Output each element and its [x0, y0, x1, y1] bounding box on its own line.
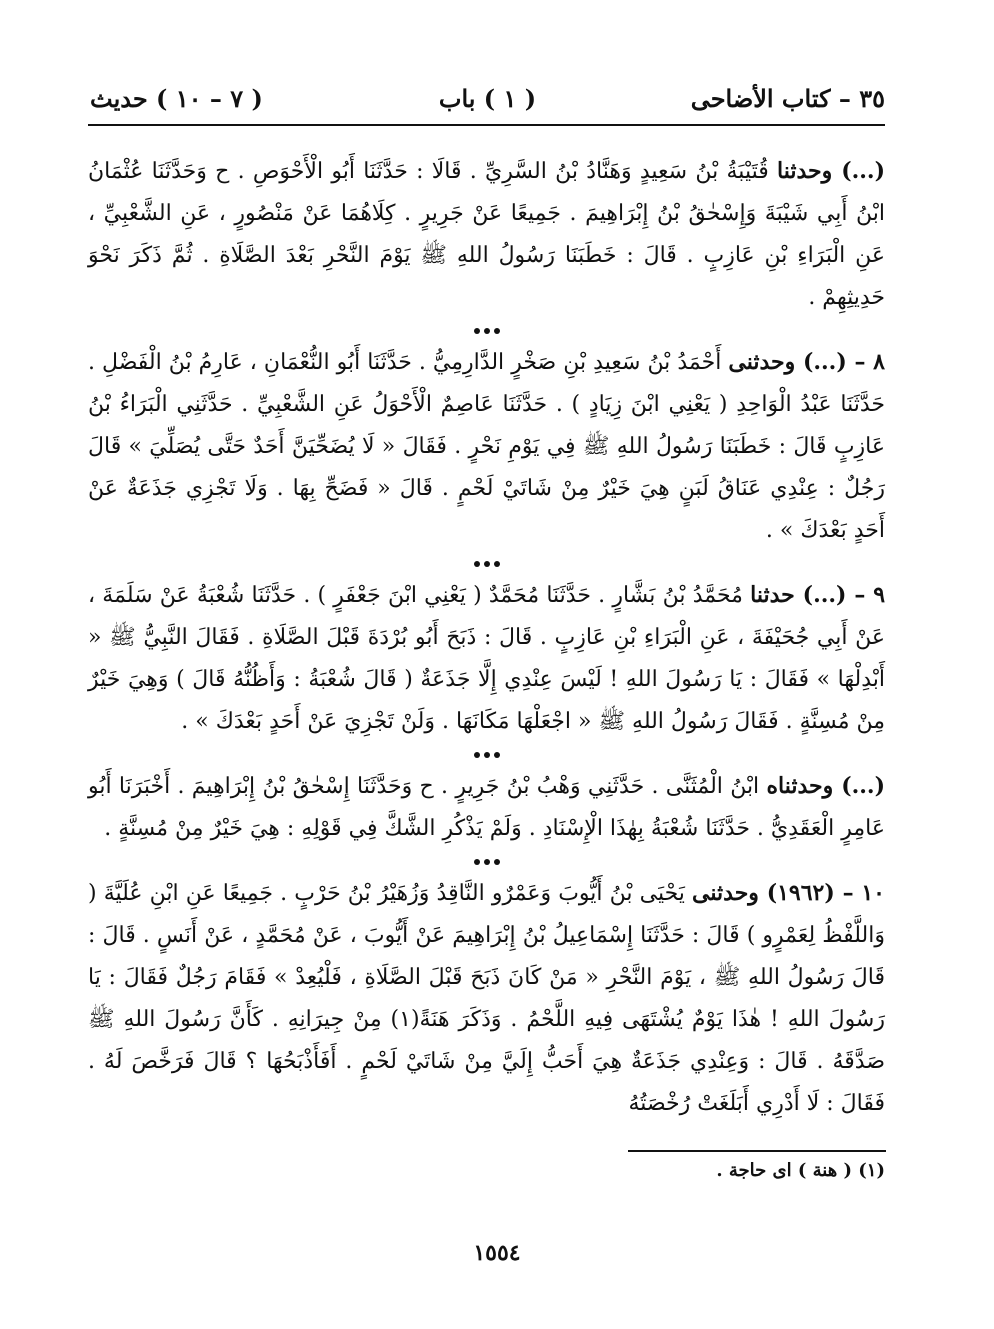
hadith-range: ( ٧ – ١٠ ) حديث — [90, 84, 263, 113]
page-book-title: ٣٥ – كتاب الأضاحى — [690, 84, 885, 113]
body-text — [88, 150, 885, 1125]
section-separator — [88, 854, 885, 868]
hadith-text: أَحْمَدُ بْنُ سَعِيدِ بْنِ صَخْرٍ الدَّارِمِيُّ . حَدَّثَنَا أَبُو النُّعْمَانِ ، عَارِمُ بْنُ الْفَضْلِ . حَدَّثَنَا عَبْدُ الْوَاحِدِ ( يَعْنِي ابْنَ زِيَادٍ ) . حَدَّثَنَا عَاصِمٌ الْأَحْوَلُ عَنِ الشَّعْبِيِّ . حَدَّثَنِي الْبَرَاءُ بْنُ عَازِبٍ قَالَ : خَطَبَنَا رَسُولُ اللهِ ﷺ فِي يَوْمِ نَحْرٍ . فَقَالَ « لَا يُضَحِّيَنَّ أَحَدٌ حَتَّى يُصَلِّيَ » قَالَ رَجُلٌ : عِنْدِي عَنَاقُ لَبَنٍ هِيَ خَيْرٌ مِنْ شَاتَيْ لَحْمٍ . قَالَ « فَضَحِّ بِهَا . وَلَا تَجْزِي جَذَعَةٌ عَنْ أَحَدٍ بَعْدَكَ » . — [88, 350, 885, 543]
hadith-lead: (...) وحدثنا — [777, 158, 885, 184]
header-rule — [88, 124, 885, 126]
chapter-label: ( ١ ) باب — [438, 84, 537, 113]
hadith-paragraph — [88, 341, 885, 552]
hadith-paragraph — [88, 574, 885, 743]
hadith-lead: (...) وحدثناه — [766, 773, 886, 799]
hadith-paragraph — [88, 150, 885, 319]
hadith-lead: ٨ – (...) وحدثنى — [728, 349, 885, 375]
hadith-text: قُتَيْبَةُ بْنُ سَعِيدٍ وَهَنَّادُ بْنُ السَّرِيِّ . قَالَا : حَدَّثَنَا أَبُو الْأَحْوَصِ . ح وَحَدَّثَنَا عُثْمَانُ ابْنُ أَبِي شَيْبَةَ وَإِسْحٰقُ بْنُ إِبْرَاهِيمَ . جَمِيعًا عَنْ جَرِيرٍ . كِلَاهُمَا عَنْ مَنْصُورٍ ، عَنِ الشَّعْبِيِّ ، عَنِ الْبَرَاءِ بْنِ عَازِبٍ . قَالَ : خَطَبَنَا رَسُولُ اللهِ ﷺ يَوْمَ النَّحْرِ بَعْدَ الصَّلَاةِ . ثُمَّ ذَكَرَ نَحْوَ حَدِيثِهِمْ . — [88, 159, 885, 310]
hadith-paragraph — [88, 765, 885, 850]
hadith-text: مُحَمَّدُ بْنُ بَشَّارٍ . حَدَّثَنَا مُحَمَّدٌ ( يَعْنِي ابْنَ جَعْفَرٍ ) . حَدَّثَنَا شُعْبَةُ عَنْ سَلَمَةَ ، عَنْ أَبِي جُحَيْفَةَ ، عَنِ الْبَرَاءِ بْنِ عَازِبٍ . قَالَ : ذَبَحَ أَبُو بُرْدَةَ قَبْلَ الصَّلَاةِ . فَقَالَ النَّبِيُّ ﷺ « أَبْدِلْهَا » فَقَالَ : يَا رَسُولَ اللهِ ! لَيْسَ عِنْدِي إِلَّا جَذَعَةٌ ( قَالَ شُعْبَةُ : وَأَظُنُّهُ قَالَ ) وَهِيَ خَيْرٌ مِنْ مُسِنَّةٍ . فَقَالَ رَسُولُ اللهِ ﷺ « اجْعَلْهَا مَكَانَهَا . وَلَنْ تَجْزِيَ عَنْ أَحَدٍ بَعْدَكَ » . — [88, 583, 885, 734]
hadith-text: ابْنُ الْمُثَنَّى . حَدَّثَنِي وَهْبُ بْنُ جَرِيرٍ . ح وَحَدَّثَنَا إِسْحٰقُ بْنُ إِبْرَاهِيمَ . أَخْبَرَنَا أَبُو عَامِرٍ الْعَقَدِيُّ . حَدَّثَنَا شُعْبَةُ بِهٰذَا الْإِسْنَادِ . وَلَمْ يَذْكُرِ الشَّكَّ فِي قَوْلِهِ : هِيَ خَيْرٌ مِنْ مُسِنَّةٍ . — [88, 774, 885, 841]
footnote-rule — [628, 1150, 886, 1152]
page-number: ١٥٥٤ — [473, 1240, 521, 1266]
section-separator — [88, 323, 885, 337]
footnote: (١) ( هنة ) اى حاجة . — [716, 1160, 885, 1181]
hadith-lead: ١٠ – (١٩٦٢) وحدثنى — [692, 880, 885, 906]
hadith-paragraph — [88, 872, 885, 1125]
section-separator — [88, 747, 885, 761]
running-head — [90, 84, 885, 124]
section-separator — [88, 556, 885, 570]
hadith-text: يَحْيَى بْنُ أَيُّوبَ وَعَمْرٌو النَّاقِدُ وَزُهَيْرُ بْنُ حَرْبٍ . جَمِيعًا عَنِ ابْنِ عُلَيَّةَ ( وَاللَّفْظُ لِعَمْرٍو ) قَالَ : حَدَّثَنَا إِسْمَاعِيلُ بْنُ إِبْرَاهِيمَ عَنْ أَيُّوبَ ، عَنْ مُحَمَّدٍ ، عَنْ أَنَسٍ . قَالَ : قَالَ رَسُولُ اللهِ ﷺ ، يَوْمَ النَّحْرِ « مَنْ كَانَ ذَبَحَ قَبْلَ الصَّلَاةِ ، فَلْيُعِدْ » فَقَامَ رَجُلٌ فَقَالَ : يَا رَسُولَ اللهِ ! هٰذَا يَوْمٌ يُشْتَهَى فِيهِ اللَّحْمُ . وَذَكَرَ هَنَةً(١) مِنْ جِيرَانِهِ . كَأَنَّ رَسُولَ اللهِ ﷺ صَدَّقَهُ . قَالَ : وَعِنْدِي جَذَعَةٌ هِيَ أَحَبُّ إِلَيَّ مِنْ شَاتَيْ لَحْمٍ . أَفَأَذْبَحُهَا ؟ قَالَ فَرَخَّصَ لَهُ . فَقَالَ : لَا أَدْرِي أَبَلَغَتْ رُخْصَتُهُ — [88, 881, 885, 1116]
hadith-lead: ٩ – (...) حدثنا — [750, 582, 886, 608]
